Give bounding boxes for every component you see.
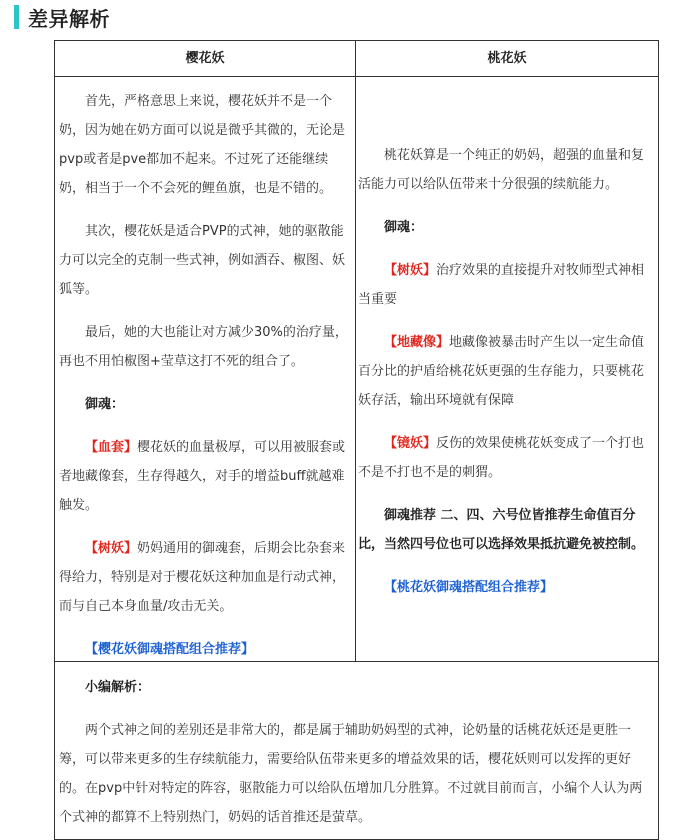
yuhun-tag: 【血套】 — [85, 440, 138, 455]
yuhun-desc: 反伤的效果使桃花妖变成了一个打也不是不打也不是的刺猬。 — [358, 436, 645, 480]
summary-section — [55, 673, 658, 832]
yuhun-tag: 【树妖】 — [85, 541, 138, 556]
comparison-table — [54, 40, 659, 840]
sakura-paragraph-3: 最后，她的大也能让对方减少30%的治疗量，再也不用怕椒图+莹草这打不死的组合了。 — [59, 325, 348, 369]
sakura-link-row — [59, 635, 349, 664]
peach-link-row — [358, 573, 652, 602]
sakura-yuhun-item-1 — [59, 433, 349, 520]
sakura-column — [59, 87, 349, 664]
page-title: 差异解析 — [28, 6, 110, 31]
sakura-yuhun-label: 御魂： — [85, 397, 125, 412]
yuhun-tag: 【树妖】 — [384, 263, 437, 278]
section-title — [14, 4, 110, 30]
sakura-yuhun-item-2 — [59, 534, 349, 621]
yuhun-tag: 【镜妖】 — [384, 436, 437, 451]
sakura-paragraph-2: 其次，樱花妖是适合PVP的式神，她的驱散能力可以完全的克制一些式神，例如酒吞、椒图、妖狐等。 — [59, 224, 346, 297]
title-accent-bar — [14, 5, 19, 29]
peach-yuhun-link[interactable]: 【桃花妖御魂搭配组合推荐】 — [384, 580, 554, 595]
header-peach: 桃花妖 — [487, 51, 527, 66]
yuhun-desc: 奶妈通用的御魂套，后期会比杂套来得给力，特别是对于樱花妖这种加血是行动式神，而与自己本身血量/攻击无关。 — [59, 541, 346, 614]
peach-yuhun-item-1 — [358, 256, 652, 314]
sakura-paragraph-1: 首先，严格意思上来说，樱花妖并不是一个奶，因为她在奶方面可以说是微乎其微的，无论是pvp或者是pve都加不起来。不过死了还能继续奶，相当于一个不会死的鲤鱼旗，也是不错的。 — [59, 94, 346, 196]
peach-yuhun-item-3 — [358, 429, 652, 487]
yuhun-tag: 【地藏像】 — [384, 335, 450, 350]
peach-yuhun-item-2 — [358, 328, 652, 415]
peach-yuhun-label: 御魂： — [384, 220, 424, 235]
yuhun-desc: 治疗效果的直接提升对牧师型式神相当重要 — [358, 263, 645, 307]
peach-yuhun-recommend: 御魂推荐 二、四、六号位皆推荐生命值百分比，当然四号位也可以选择效果抵抗避免被控制。 — [358, 508, 645, 552]
header-divider — [55, 76, 658, 77]
summary-label: 小编解析： — [85, 680, 151, 695]
yuhun-desc: 地藏像被暴击时产生以一定生命值百分比的护盾给桃花妖更强的生存能力，只要桃花妖存活，输出环境就有保障 — [358, 335, 645, 408]
column-divider — [355, 41, 356, 661]
peach-paragraph-1: 桃花妖算是一个纯正的奶妈，超强的血量和复活能力可以给队伍带来十分很强的续航能力。 — [358, 148, 645, 192]
sakura-yuhun-link[interactable]: 【樱花妖御魂搭配组合推荐】 — [85, 642, 255, 657]
summary-text: 两个式神之间的差别还是非常大的，都是属于辅助奶妈型的式神，论奶量的话桃花妖还是更胜一筹，可以带来更多的生存续航能力，需要给队伍带来更多的增益效果的话，樱花妖则可以发挥的更好的。在pvp中针对特定的阵容，驱散能力可以给队伍增加几分胜算。不过就目前而言，小编个人认为两个式神的都算不上特别热门，奶妈的话首推还是萤草。 — [59, 723, 643, 825]
peach-column — [358, 141, 652, 602]
yuhun-desc: 樱花妖的血量极厚，可以用被服套或者地藏像套，生存得越久，对手的增益buff就越难触发。 — [59, 440, 346, 513]
header-sakura: 樱花妖 — [185, 51, 225, 66]
